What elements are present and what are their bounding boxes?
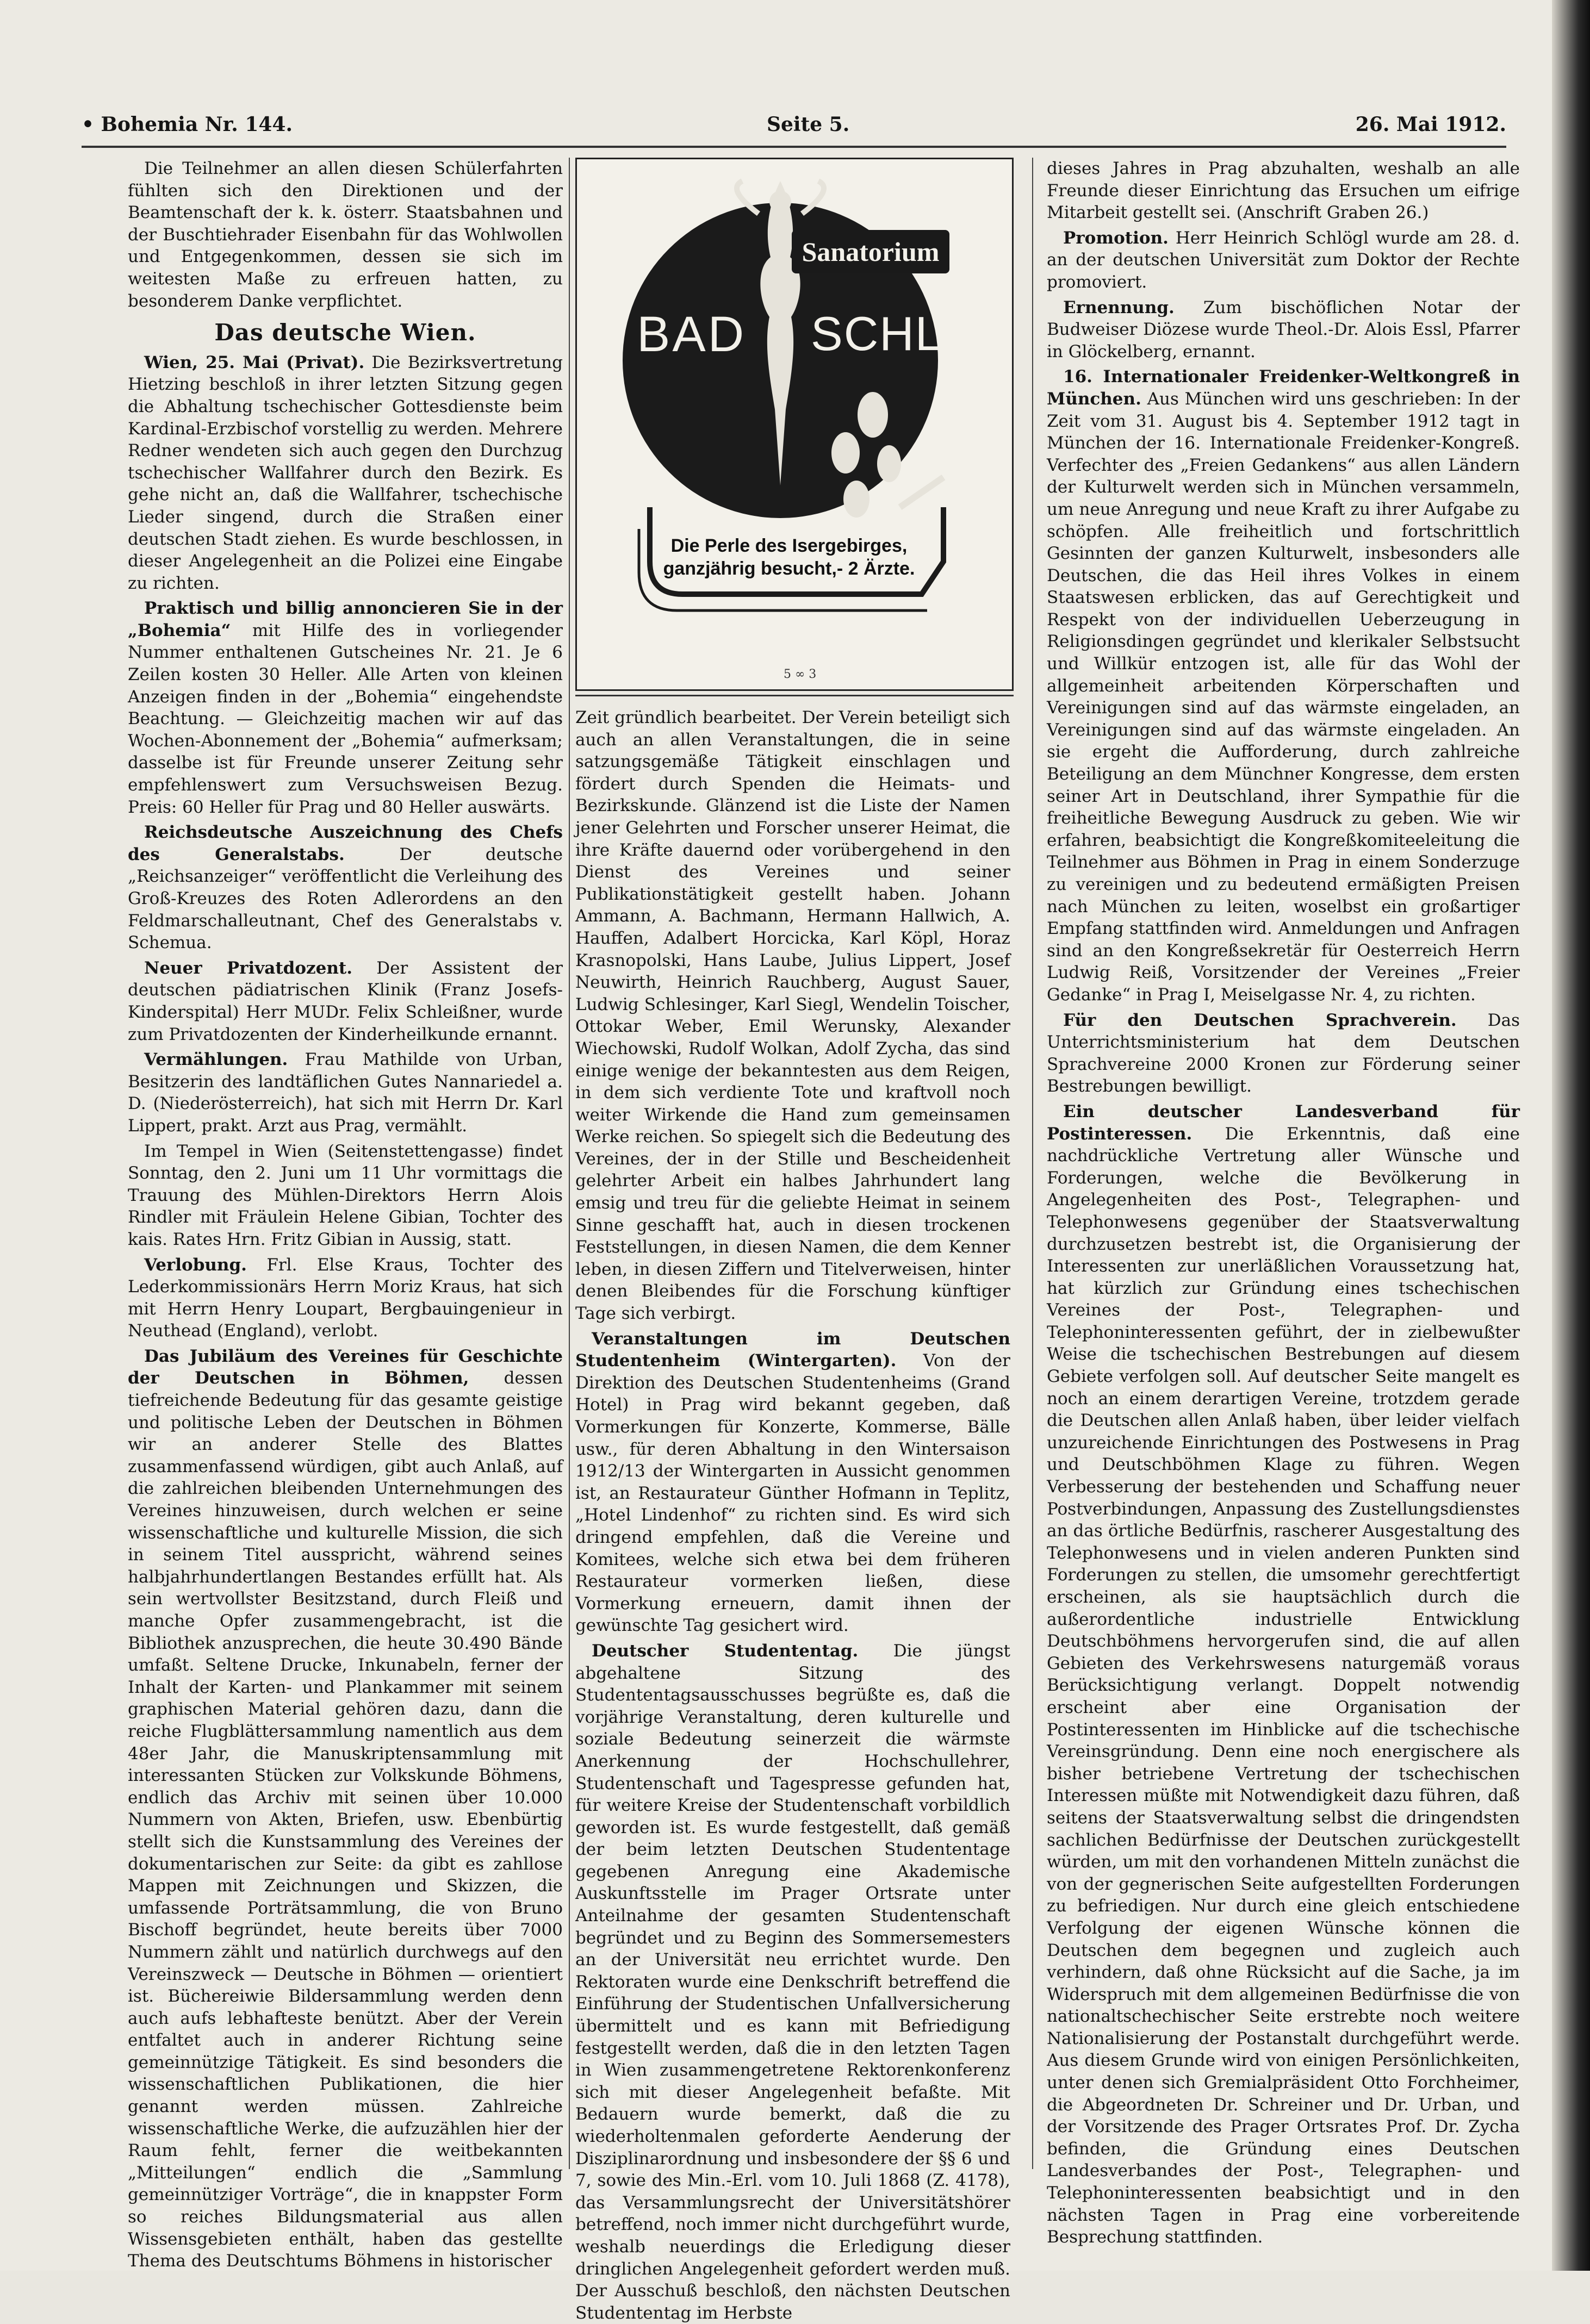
article-ernennung-text: Zum bischöflichen Notar der Budweiser Diözese wurde Theol.-Dr. Alois Essl, Pfarrer in Glöckelberg, ernannt. — [1047, 297, 1520, 362]
article-sprachverein — [1047, 1010, 1520, 1098]
ad-slogan-line-2: ganzjährig besucht,- 2 Ärzte. — [663, 558, 915, 579]
article-promotion — [1047, 227, 1520, 294]
ad-slogan-line-1: Die Perle des Isergebirges, — [670, 535, 908, 556]
advertisement-rule — [575, 695, 1014, 696]
ad-flower-4 — [843, 481, 869, 518]
article-verlobung — [128, 1254, 563, 1342]
column-divider-2 — [1032, 158, 1033, 2169]
header-date: 26. Mai 1912. — [1355, 113, 1506, 136]
ad-sanatorium-label: Sanatorium — [792, 230, 949, 273]
binding-edge — [1552, 0, 1590, 2271]
article-annoncen-lead: Praktisch und billig annoncieren Sie in der „Bohemia“ — [128, 599, 563, 640]
article-ernennung — [1047, 297, 1520, 363]
article-tempel: Im Tempel in Wien (Seitenstettengasse) findet Sonntag, den 2. Juni um 11 Uhr vormittags die Trauung des Mühlen-Direktors Herrn Alois Rindler mit Fräulein Helene Gibian, Tochter des kais. Rates Hrn. Fritz Gibian in Aussig, statt. — [128, 1141, 563, 1249]
ad-schlag-word: SCHLAG — [811, 307, 1014, 360]
article-verlobung-text: Frl. Else Kraus, Tochter des Lederkommissionärs Herrn Moriz Kraus, hat sich mit Herrn Henry Loupart, Bergbauingenieur in Neuthead (England), verlobt. — [128, 1255, 563, 1341]
article-freidenker — [1047, 366, 1520, 1006]
article-auszeichnung-lead: Reichsdeutsche Auszeichnung des Chefs des Generalstabs. — [128, 823, 563, 864]
article-studentenheim — [575, 1328, 1010, 1637]
article-privatdozent — [128, 957, 563, 1045]
column-3 — [1047, 158, 1520, 2247]
section-title-wien: Das deutsche Wien. — [214, 319, 476, 346]
article-studententag-lead: Deutscher Studententag. — [592, 1641, 859, 1661]
article-studententag-text: Die jüngst abgehaltene Sitzung des Studententagsausschusses begrüßte es, daß die vorjährige Veranstaltung, deren kulturelle und soziale Bedeutung seinerzeit die wärmste Anerkennung der Hochschullehrer, Studentenschaft und Tagespresse gefunden hat, für weitere Kreise der Studentenschaft vorbildlich geworden ist. Es wurde festgestellt, daß gemäß der beim letzten Deutschen Studententage gegebenen Anregung eine Akademische Auskunftsstelle im Prager Ortsrate unter Anteilnahme der gesamten Studentenschaft begründet und zu Beginn des Sommersemesters an der Universität neu errichtet wurde. Den Rektoraten wurde eine Denkschrift betreffend die Einführung der Studentischen Unfallversicherung übermittelt und es kann mit Befriedigung festgestellt werden, daß die in den letzten Tagen in Wien zusammengetretene Rektorenkonferenz sich mit dieser Angelegenheit befaßte. Mit Bedauern wurde bemerkt, daß die zu wiederholtenmalen geforderte Aenderung der Disziplinarordnung und insbesondere der §§ 6 und 7, sowie des Min.-Erl. vom 10. Juli 1868 (Z. 4178), das Versammlungsrecht der Universitätshörer betreffend, noch immer nicht durchgeführt wurde, weshalb neuerdings die Erledigung dieser dringlichen Angelegenheit gefordert werden muß. Der Ausschuß beschloß, den nächsten Deutschen Studententag im Herbste — [575, 1641, 1010, 2323]
article-auszeichnung — [128, 821, 563, 954]
header-page-number: Seite 5. — [767, 113, 850, 136]
ad-flower-3 — [877, 445, 901, 482]
article-sprachverein-lead: Für den Deutschen Sprachverein. — [1063, 1010, 1457, 1030]
article-privatdozent-lead: Neuer Privatdozent. — [144, 958, 352, 978]
article-freidenker-text: Aus München wird uns geschrieben: In der Zeit vom 31. August bis 4. September 1912 tagt in München der 16. Internationale Freidenker-Kongreß. Verfechter des „Freien Gedankens“ aus allen Ländern der Kulturwelt werden sich in München versammeln, um neue Anregung und neue Kraft zu ihrer Aufgabe zu schöpfen. Alle freiheitlich und fortschrittlich Gesinnten der ganzen Kulturwelt, insbesonders alle Deutschen, die das Heil ihres Volkes in einem Staatswesen erblicken, das auf Gerechtigkeit und Respekt von der individuellen Ueberzeugung in Religionsdingen gegründet und klerikaler Selbstsucht und Willkür entzogen ist, alle für das Wohl der allgemeinheit arbeitenden Körperschaften und Vereinigungen sind auf das wärmste eingeladen, an Vereinigungen sind auf das wärmste eingeladen. An sie ergeht die Aufforderung, durch zahlreiche Beteiligung an dem Münchner Kongresse, dem ersten seiner Art in Deutschland, ihrer Sympathie für die freiheitliche Bewegung Ausdruck zu geben. Wie wir erfahren, beabsichtigt die Kongreßkomiteeleitung die Teilnehmer aus Böhmen in Prag in einem Sonderzuge zu vereinigen und zu bedeutend ermäßigten Preisen nach München zu leiten, woselbst ein großartiger Empfang stattfinden wird. Anmeldungen und Anfragen sind an den Kongreßsekretär für Oesterreich Herrn Ludwig Reiß, Vorsitzender der Vereines „Freier Gedanke“ in Prag I, Meiselgasse Nr. 4, zu richten. — [1047, 389, 1520, 1005]
ad-figure-head — [769, 191, 791, 213]
header-issue: • Bohemia Nr. 144. — [82, 113, 293, 136]
advertisement-bad-schlag — [575, 158, 1014, 691]
column-1 — [128, 158, 563, 2271]
article-vermaehlungen — [128, 1049, 563, 1137]
article-jubilaeum-text: dessen tiefreichende Bedeutung für das gesamte geistige und politische Leben der Deutschen in Böhmen wir an anderer Stelle des Blattes zusammenfassend würdigen, gibt auch Anlaß, auf die zahlreichen bleibenden Unternehmungen des Vereines hinzuweisen, durch welchen er seine wissenschaftliche und kulturelle Mission, die sich in seinem Titel ausspricht, während seines halbjahrhundertlangen Bestandes erfüllt hat. Als sein wertvollster Besitzstand, durch Fleiß und manche Opfer zusammengebracht, ist die Bibliothek anzusprechen, die heute 30.490 Bände umfaßt. Seltene Drucke, Inkunabeln, ferner der Inhalt der Karten- und Plankammer mit seinem graphischen Material gehören dazu, dann die reiche Flugblättersammlung namentlich aus dem 48er Jahr, die Manuskriptensammlung mit interessanten Stücken zur Volkskunde Böhmens, endlich das Archiv mit seinen über 10.000 Nummern von Akten, Briefen, usw. Ebenbürtig stellt sich die Kunstsammlung des Vereines der dokumentarischen zur Seite: da gibt es zahllose Mappen mit Zeichnungen und Skizzen, die umfassende Porträtsammlung, die von Bruno Bischoff begründet, heute bereits über 7000 Nummern zählt und natürlich durchwegs auf den Vereinszweck — Deutsche in Böhmen — orientiert ist. Büchereiwie Bildersammlung werden denn auch aufs lebhafteste benützt. Aber der Verein entfaltet auch in anderer Richtung seine gemeinnützige Tätigkeit. Es sind besonders die wissenschaftlichen Publikationen, die hier genannt werden müssen. Zahlreiche wissenschaftliche Werke, die aufzuzählen hier der Raum fehlt, ferner die weitbekannten „Mitteilungen“ endlich die „Sammlung gemeinnütziger Vorträge“, die in knappster Form so reiches Bildungsmaterial aus allen Wissensgebieten enthält, haben das gestellte Thema des Deutschtums Böhmens in historischer — [128, 1368, 563, 2271]
ad-stripe — [900, 477, 943, 507]
ad-flower-2 — [831, 432, 860, 473]
page-header — [82, 113, 1506, 146]
article-postinteressen — [1047, 1101, 1520, 2248]
article-postinteressen-lead: Ein deutscher Landesverband für Postinteressen. — [1047, 1101, 1520, 1144]
article-wien-text: Die Bezirksvertretung Hietzing beschloß in ihrer letzten Sitzung gegen die Abhaltung tschechischer Gottesdienste beim Kardinal-Erzbischof vorstellig zu werden. Mehrere Redner wendeten sich auch gegen den Durchzug tschechischer Wallfahrer durch den Bezirk. Es gehe nicht an, daß die Wallfahrer, tschechische Lieder singend, durch die Straßen einer deutschen Stadt ziehen. Es wurde beschlossen, in dieser Angelegenheit an die Polizei eine Eingabe zu richten. — [128, 352, 563, 593]
article-freidenker-lead: 16. Internationaler Freidenker-Weltkongreß in München. — [1047, 367, 1520, 409]
article-sprachverein-text: Das Unterrichtsministerium hat dem Deutschen Sprachvereine 2000 Kronen zur Förderung seiner Bestrebungen bewilligt. — [1047, 1010, 1520, 1096]
article-studententag — [575, 1640, 1010, 2324]
article-privatdozent-text: Der Assistent der deutschen pädiatrischen Klinik (Franz Josefs-Kinderspital) Herr MUDr. Felix Schleißner, wurde zum Privatdozenten der Kinderheilkunde ernannt. — [128, 958, 563, 1044]
article-annoncen-text: mit Hilfe des in vorliegender Nummer enthaltenen Gutscheines Nr. 21. Je 6 Zeilen kosten 30 Heller. Alle Arten von kleinen Anzeigen finden in der „Bohemia“ eingehendste Beachtung. — Gleichzeitig machen wir auf das Wochen-Abonnement der „Bohemia“ aufmerksam; dasselbe ist für Freunde unserer Zeitung sehr empfehlenswert zum Versuchsweisen Bezug. Preis: 60 Heller für Prag und 80 Heller auswärts. — [128, 620, 563, 817]
article-wien — [128, 352, 563, 595]
article-jubilaeum — [128, 1345, 563, 2272]
article-jubilaeum-lead: Das Jubiläum des Vereines für Geschichte der Deutschen in Böhmen, — [128, 1346, 563, 1388]
article-studentenheim-text: Von der Direktion des Deutschen Studentenheims (Grand Hotel) in Prag wird bekannt gegeben, daß Vormerkungen für Konzerte, Kommerse, Bälle usw., für deren Abhaltung in den Wintersaison 1912/13 der Wintergarten in Aussicht genommen ist, an Restaurateur Günther Hofmann in Teplitz, „Hotel Lindenhof“ zu richten sind. Es wird sich dringend empfehlen, daß die Vereine und Komitees, welche sich etwa bei dem früheren Restaurateur vormerken ließen, diese Vormerkung erneuern, damit ihnen der gewünschte Tag gesichert wird. — [575, 1351, 1010, 1636]
article-promotion-lead: Promotion. — [1063, 228, 1169, 248]
ad-printer-mark: 5 ∞ 3 — [784, 668, 817, 681]
article-studentenheim-lead: Veranstaltungen im Deutschen Studentenheim (Wintergarten). — [575, 1329, 1010, 1371]
column-2 — [575, 707, 1010, 2323]
ad-slogan — [626, 534, 952, 580]
article-wien-lead: Wien, 25. Mai (Privat). — [144, 352, 365, 372]
article-postinteressen-text: Die Erkenntnis, daß eine nachdrückliche Vertretung aller Wünsche und Forderungen, welche die Bevölkerung in Angelegenheiten des Post-, Telegraphen- und Telephonwesens gegenüber der Staatsverwaltung durchzusetzen bestrebt ist, die Organisierung der Interessenten zur unerläßlichen Voraussetzung hat, hat kürzlich zur Gründung eines tschechischen Vereines der Post-, Telegraphen- und Telephoninteressenten geführt, der in zielbewußter Weise die tschechischen Bestrebungen auf diesem Gebiete verfolgen soll. Auf deutscher Seite mangelt es noch an einem derartigen Vereine, trotzdem gerade die Deutschen allen Anlaß haben, über leider vielfach unzureichende Einrichtungen des Postwesens in Prag und Deutschböhmen Klage zu führen. Wegen Verbesserung der bestehenden und Schaffung neuer Postverbindungen, Anpassung des Zustellungsdienstes an das örtliche Bedürfnis, rascherer Ausgestaltung des Telephonwesens und in vielen anderen Punkten sind Forderungen zu stellen, die umsomehr gerechtfertigt erscheinen, als sie hauptsächlich durch die außerordentliche industrielle Entwicklung Deutschböhmens hervorgerufen sind, die auf allen Gebieten des Verkehrswesens naturgemäß voraus Berücksichtigung verlangt. Doppelt notwendig erscheint aber eine Organisation der Postinteressenten im Hinblicke auf die tschechische Vereinsgründung. Denn eine noch energischere als bisher betriebene Vertretung der tschechischen Interessen müßte mit Notwendigkeit dazu führen, daß seitens der Staatsverwaltung selbst die dringendsten sachlichen Bedürfnisse der Deutschen zurückgestellt würden, um mit den vorhandenen Mitteln zunächst die von der gegnerischen Seite aufgestellten Forderungen zu befriedigen. Nur durch eine gleich entschiedene Verfolgung der eigenen Wünsche können die Deutschen dem begegnen und zugleich auch verhindern, daß ohne Rücksicht auf die Sache, ja im Widerspruch mit dem allgemeinen Bedürfnisse die von nationaltschechischer Seite erstrebte noch weitere Nationalisierung der Postanstalt durchgeführt werde. Aus diesem Grunde wird von einigen Persönlichkeiten, unter denen sich Gremialpräsident Otto Forchheimer, die Abgeordneten Dr. Schreiner und Dr. Urban, und der Vorsitzende des Prager Ortsrates Prof. Dr. Zycha befinden, die Gründung eines Deutschen Landesverbandes der Post-, Telegraphen- und Telephoninteressenten beabsichtigt und in den nächsten Tagen in Prag eine vorbereitende Besprechung stattfinden. — [1047, 1124, 1520, 2247]
header-rule — [82, 146, 1506, 148]
article-studententag-continued: dieses Jahres in Prag abzuhalten, weshalb an alle Freunde dieser Einrichtung das Ersuchen um eifrige Mitarbeit gestellt sei. (Anschrift Graben 26.) — [1047, 159, 1520, 223]
article-vermaehlungen-lead: Vermählungen. — [144, 1050, 288, 1070]
ad-bad-word: BAD — [637, 307, 747, 362]
article-vermaehlungen-text: Frau Mathilde von Urban, Besitzerin des landtäflichen Gutes Nannariedel a. D. (Niederösterreich), hat sich mit Herrn Dr. Karl Lippert, prakt. Arzt aus Prag, vermählt. — [128, 1050, 563, 1136]
article-ernennung-lead: Ernennung. — [1063, 297, 1175, 317]
article-jubilaeum-continued: Zeit gründlich bearbeitet. Der Verein beteiligt sich auch an allen Veranstaltungen, die in seine satzungsgemäße Tätigkeit einschlagen und fördert durch Spenden die Heimats- und Bezirkskunde. Glänzend ist die Liste der Namen jener Gelehrten und Forscher unserer Heimat, die ihre Kräfte dauernd oder vorübergehend in den Dienst des Vereines und seiner Publikationstätigkeit gestellt haben. Johann Ammann, A. Bachmann, Hermann Hallwich, A. Hauffen, Adalbert Horcicka, Karl Köpl, Horaz Krasnopolski, Hans Laube, Julius Lippert, Josef Neuwirth, Heinrich Rauchberg, August Sauer, Ludwig Schlesinger, Karl Siegl, Wendelin Toischer, Ottokar Weber, Emil Werunsky, Alexander Wiechowski, Rudolf Wolkan, Adolf Zycha, das sind einige wenige der bekanntesten aus dem Reigen, in dem sich verdiente Tote und kraftvoll noch weiter Wirkende die Hand zum gemeinsamen Werke reichen. So spiegelt sich die Bedeutung des Vereines, der in der Stille und Bescheidenheit gelehrter Arbeit ein halbes Jahrhundert lang emsig und treu für die geliebte Heimat in seinem Sinne geschafft hat, auch in diesen trockenen Feststellungen, in diesen Namen, die dem Kenner leben, in diesen Ziffern und Titelverweisen, hinter denen Bleibendes für die Forschung künftiger Tage sich verbirgt. — [575, 708, 1010, 1324]
ad-flower-1 — [858, 392, 888, 438]
article-annoncen — [128, 597, 563, 818]
column-divider-1 — [569, 158, 570, 2169]
article-verlobung-lead: Verlobung. — [144, 1255, 247, 1275]
article-promotion-text: Herr Heinrich Schlögl wurde am 28. d. an der deutschen Universität zum Doktor der Rechte promoviert. — [1047, 228, 1520, 292]
article-schuelerfahrten: Die Teilnehmer an allen diesen Schülerfahrten fühlten sich den Direktionen und der Beamtenschaft der k. k. österr. Staatsbahnen und der Buschtiehrader Eisenbahn für das Wohlwollen und Entgegenkommen, dessen sie sich im weitesten Maße zu erfreuen hatten, zu besonderem Danke verpflichtet. — [128, 159, 563, 311]
article-auszeichnung-text: Der deutsche „Reichsanzeiger“ veröffentlicht die Verleihung des Groß-Kreuzes des Roten Adlerordens an den Feldmarschalleutnant, Chef des Generalstabs v. Schemua. — [128, 844, 563, 953]
